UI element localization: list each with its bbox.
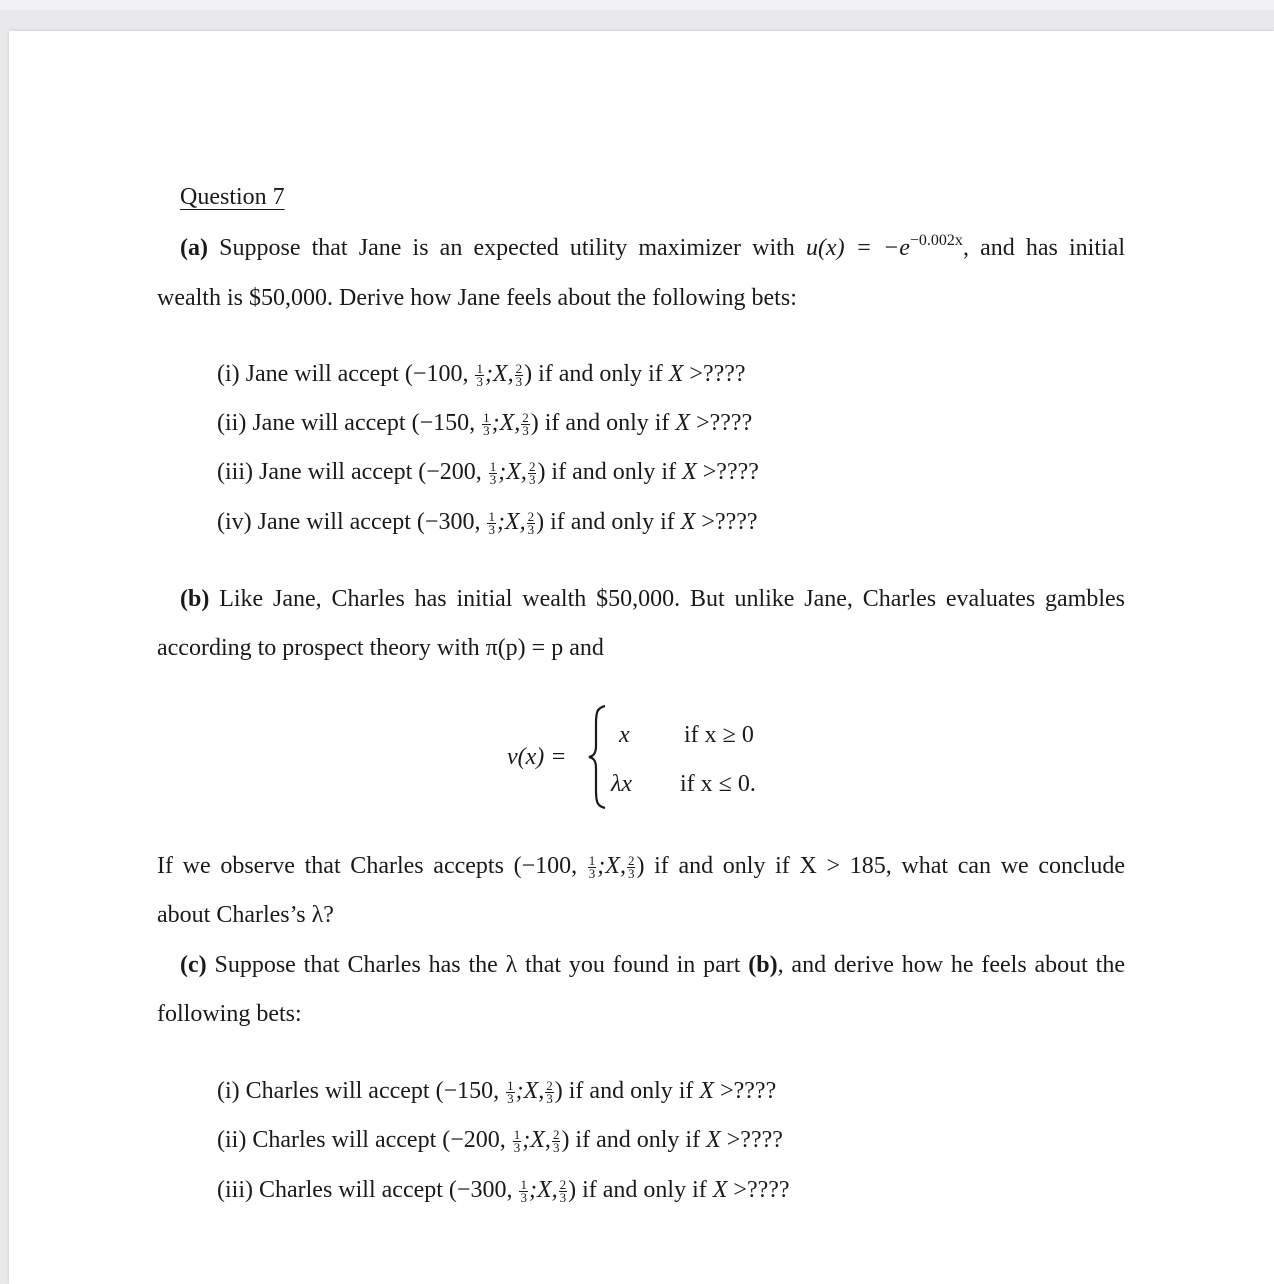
fraction-two-thirds: $\frac{2}{3}$ [627,852,635,881]
fraction-one-third: $\frac{1}{3}$ [488,508,495,537]
part-b-line-1: (b) Like Jane, Charles has initial wealth $50,000. But unlike Jane, Charles evaluates gambles [180,586,1126,612]
part-a-label: (a) [180,235,208,261]
fraction-one-third: $\frac{1}{3}$ [489,458,497,487]
fraction-two-thirds: $\frac{2}{3}$ [528,458,536,487]
fraction-two-thirds: $\frac{2}{3}$ [515,360,523,389]
part-a-item-2: (ii) Jane will accept (−150, $\frac{1}{3}$ ;X, $\frac{2}{3}$ ) if and only if X >???? [217,409,753,438]
part-a-line-1: (a) Suppose that Jane is an expected utility maximizer with $u(x) = -e^{-0.002x}$, and has initial [180,232,1125,261]
part-c-item-2: (ii) Charles will accept (−200, $\frac{1}{3}$ ;X, $\frac{2}{3}$ ) if and only if X >???? [217,1126,783,1155]
utility-exponent: −0.002x [909,232,963,249]
utility-function: u(x) = −e [805,235,910,261]
part-b-observation-line-1: If we observe that Charles accepts (−100, $\frac{1}{3}$ ;X, $\frac{2}{3}$ ) if and only if X > 185, what can we conclude [157,852,1125,881]
fraction-two-thirds: $\frac{2}{3}$ [522,409,529,438]
case-1-condition: if x ≥ 0 [684,722,754,748]
part-a-item-3: (iii) Jane will accept (−200, $\frac{1}{3}$ ;X, $\frac{2}{3}$ ) if and only if X >???? [217,458,759,487]
piecewise-lhs: v(x) = [507,744,567,770]
part-c-label: (c) [180,952,207,978]
fraction-two-thirds: $\frac{2}{3}$ [527,508,535,537]
case-1-value: x [619,722,630,748]
part-c-item-1: (i) Charles will accept (−150, $\frac{1}{3}$ ;X, $\frac{2}{3}$ ) if and only if X >???? [217,1077,777,1106]
case-2-condition: if x ≤ 0. [680,771,756,797]
fraction-one-third: $\frac{1}{3}$ [513,1126,521,1155]
part-b-line-2: according to prospect theory with π(p) = p and [157,635,604,661]
part-a-item-4: (iv) Jane will accept (−300, $\frac{1}{3}$ ;X, $\frac{2}{3}$ ) if and only if X >???? [217,508,758,537]
part-c-item-3: (iii) Charles will accept (−300, $\frac{1}{3}$ ;X, $\frac{2}{3}$ ) if and only if X >???? [217,1176,790,1205]
fraction-two-thirds: $\frac{2}{3}$ [552,1126,560,1155]
fraction-one-third: $\frac{1}{3}$ [507,1077,514,1106]
part-c-line-2: following bets: [157,1001,302,1027]
fraction-one-third: $\frac{1}{3}$ [483,409,490,438]
question-title: Question 7 [180,184,285,210]
document-page [9,31,1274,1284]
fraction-one-third: $\frac{1}{3}$ [520,1176,527,1205]
part-c-line-1: (c) Suppose that Charles has the λ that you found in part (b), and derive how he feels about the [180,952,1126,978]
fraction-one-third: $\frac{1}{3}$ [476,360,483,389]
case-2-value: λx [611,771,633,797]
top-bar [0,0,1274,10]
fraction-two-thirds: $\frac{2}{3}$ [546,1077,553,1106]
fraction-two-thirds: $\frac{2}{3}$ [559,1176,567,1205]
part-a-item-1: (i) Jane will accept (−100, $\frac{1}{3}$ ;X, $\frac{2}{3}$ ) if and only if X >???? [217,360,746,389]
part-a-line-2: wealth is $50,000. Derive how Jane feels about the following bets: [157,285,797,311]
fraction-one-third: $\frac{1}{3}$ [588,852,596,881]
left-brace-icon [587,704,609,810]
part-b-label: (b) [180,586,210,612]
part-b-observation-line-2: about Charles’s λ? [157,902,334,928]
